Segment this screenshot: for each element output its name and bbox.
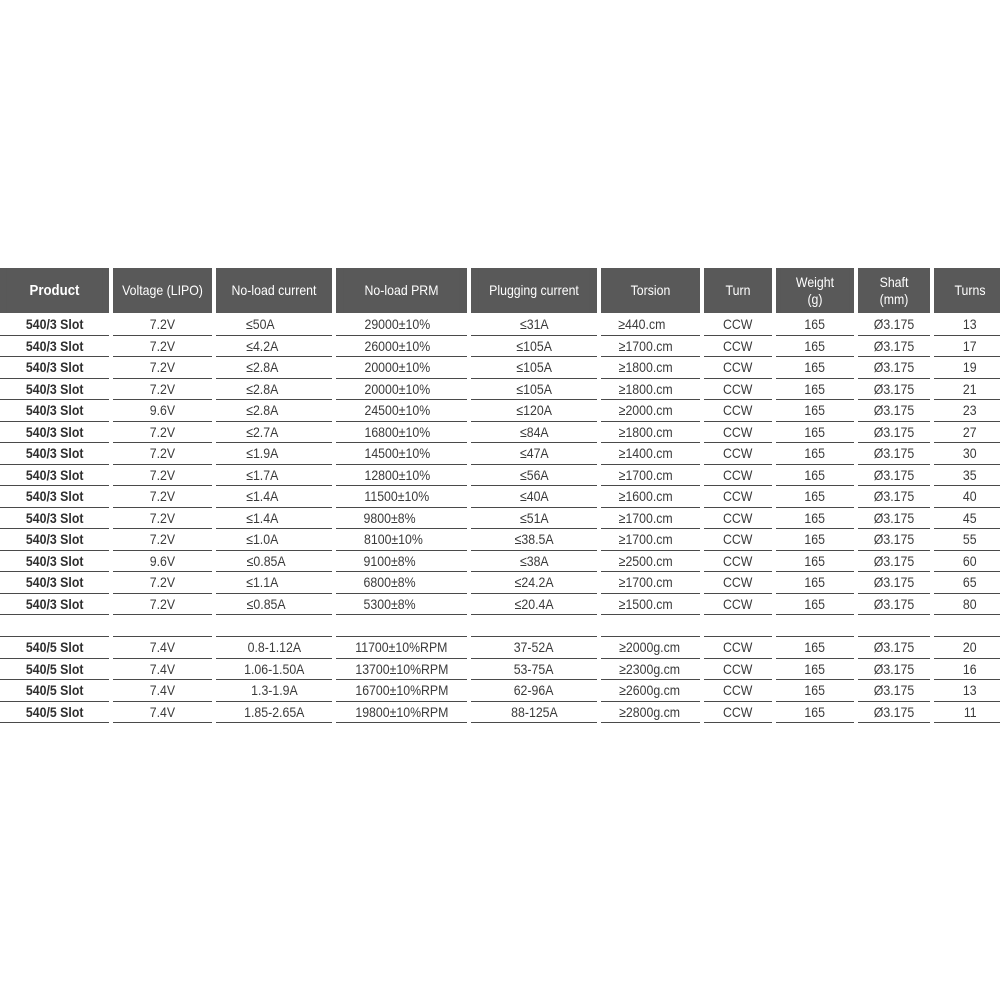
table-row bbox=[0, 637, 994, 659]
cell-plugging-current: ≤51A bbox=[471, 508, 597, 530]
cell-weight: 165 bbox=[776, 422, 854, 444]
header-weight: Weight (g) bbox=[781, 268, 850, 313]
cell-no-load-current: 0.8-1.12A bbox=[216, 637, 332, 659]
cell-no-load-prm: 24500±10% bbox=[336, 400, 467, 422]
cell-turns: 13 bbox=[934, 680, 1000, 702]
cell-turn: CCW bbox=[704, 336, 772, 358]
cell-turn: CCW bbox=[704, 486, 772, 508]
cell-shaft: Ø3.175 bbox=[858, 551, 930, 573]
cell-no-load-current: 1.06-1.50A bbox=[216, 659, 332, 681]
cell-voltage: 9.6V bbox=[113, 551, 212, 573]
cell-shaft: Ø3.175 bbox=[858, 486, 930, 508]
cell-voltage: 7.2V bbox=[113, 594, 212, 616]
cell-torsion: ≥2800g.cm bbox=[601, 702, 700, 724]
cell-turns: 35 bbox=[934, 465, 1000, 487]
cell-turns: 17 bbox=[934, 336, 1000, 358]
cell-torsion: ≥1700.cm bbox=[601, 508, 700, 530]
cell-torsion: ≥1800.cm bbox=[601, 422, 700, 444]
table-row bbox=[0, 465, 994, 487]
cell-turns: 55 bbox=[934, 529, 1000, 551]
cell-product: 540/3 Slot bbox=[0, 551, 109, 573]
cell-turns: 16 bbox=[934, 659, 1000, 681]
cell-no-load-prm: 29000±10% bbox=[336, 314, 467, 336]
cell-no-load-current: ≤0.85A bbox=[216, 594, 332, 616]
cell-weight: 165 bbox=[776, 443, 854, 465]
cell-voltage: 7.2V bbox=[113, 529, 212, 551]
cell-weight: 165 bbox=[776, 379, 854, 401]
cell-shaft: Ø3.175 bbox=[858, 659, 930, 681]
cell-voltage: 9.6V bbox=[113, 400, 212, 422]
cell-turns: 23 bbox=[934, 400, 1000, 422]
cell-weight: 165 bbox=[776, 400, 854, 422]
cell-turns: 21 bbox=[934, 379, 1000, 401]
cell-no-load-prm: 9800±8% bbox=[336, 508, 467, 530]
table-row bbox=[0, 702, 994, 724]
header-no-load-prm: No-load PRM bbox=[344, 268, 459, 313]
cell-turn: CCW bbox=[704, 659, 772, 681]
cell-turns: 20 bbox=[934, 637, 1000, 659]
cell-no-load-prm: 9100±8% bbox=[336, 551, 467, 573]
cell-voltage: 7.2V bbox=[113, 572, 212, 594]
cell-product: 540/5 Slot bbox=[0, 702, 109, 724]
cell-shaft: Ø3.175 bbox=[858, 336, 930, 358]
cell-turns: 45 bbox=[934, 508, 1000, 530]
cell-no-load-current: ≤50A bbox=[216, 314, 332, 336]
cell-weight: 165 bbox=[776, 659, 854, 681]
cell-voltage: 7.4V bbox=[113, 637, 212, 659]
cell-turn: CCW bbox=[704, 379, 772, 401]
table-row bbox=[0, 508, 994, 530]
cell-turns: 11 bbox=[934, 702, 1000, 724]
cell-no-load-prm: 20000±10% bbox=[336, 357, 467, 379]
cell-no-load-prm: 16700±10%RPM bbox=[336, 680, 467, 702]
cell-torsion: ≥2600g.cm bbox=[601, 680, 700, 702]
table-body-5-slot bbox=[0, 637, 994, 723]
cell-no-load-current: ≤2.8A bbox=[216, 400, 332, 422]
header-plugging-current: Plugging current bbox=[479, 268, 590, 313]
cell-no-load-prm: 20000±10% bbox=[336, 379, 467, 401]
cell-shaft: Ø3.175 bbox=[858, 702, 930, 724]
cell-weight: 165 bbox=[776, 680, 854, 702]
cell-torsion: ≥2500.cm bbox=[601, 551, 700, 573]
cell-product: 540/3 Slot bbox=[0, 486, 109, 508]
cell-shaft: Ø3.175 bbox=[858, 379, 930, 401]
cell-product: 540/3 Slot bbox=[0, 529, 109, 551]
cell-no-load-prm: 16800±10% bbox=[336, 422, 467, 444]
cell-shaft: Ø3.175 bbox=[858, 529, 930, 551]
table-row bbox=[0, 680, 994, 702]
cell-no-load-prm: 26000±10% bbox=[336, 336, 467, 358]
cell-product: 540/3 Slot bbox=[0, 400, 109, 422]
cell-no-load-prm: 19800±10%RPM bbox=[336, 702, 467, 724]
cell-product: 540/3 Slot bbox=[0, 465, 109, 487]
cell-no-load-prm: 8100±10% bbox=[336, 529, 467, 551]
cell-shaft: Ø3.175 bbox=[858, 443, 930, 465]
cell-turns: 30 bbox=[934, 443, 1000, 465]
cell-product: 540/3 Slot bbox=[0, 594, 109, 616]
cell-torsion: ≥1700.cm bbox=[601, 529, 700, 551]
cell-weight: 165 bbox=[776, 336, 854, 358]
cell-no-load-prm: 14500±10% bbox=[336, 443, 467, 465]
cell-turn: CCW bbox=[704, 357, 772, 379]
cell-voltage: 7.2V bbox=[113, 336, 212, 358]
cell-plugging-current: ≤38A bbox=[471, 551, 597, 573]
cell-torsion: ≥1700.cm bbox=[601, 572, 700, 594]
header-product: Product bbox=[7, 268, 103, 313]
cell-no-load-current: 1.85-2.65A bbox=[216, 702, 332, 724]
header-voltage: Voltage (LIPO) bbox=[119, 268, 206, 313]
cell-plugging-current: ≤120A bbox=[471, 400, 597, 422]
cell-torsion: ≥1800.cm bbox=[601, 379, 700, 401]
table-body-3-slot bbox=[0, 314, 994, 615]
cell-plugging-current: 62-96A bbox=[471, 680, 597, 702]
cell-product: 540/3 Slot bbox=[0, 379, 109, 401]
cell-turn: CCW bbox=[704, 443, 772, 465]
cell-turns: 27 bbox=[934, 422, 1000, 444]
cell-voltage: 7.2V bbox=[113, 422, 212, 444]
cell-shaft: Ø3.175 bbox=[858, 314, 930, 336]
cell-plugging-current: ≤84A bbox=[471, 422, 597, 444]
cell-no-load-current: ≤1.0A bbox=[216, 529, 332, 551]
cell-turn: CCW bbox=[704, 508, 772, 530]
cell-weight: 165 bbox=[776, 357, 854, 379]
cell-shaft: Ø3.175 bbox=[858, 508, 930, 530]
cell-product: 540/3 Slot bbox=[0, 443, 109, 465]
motor-spec-table bbox=[0, 268, 994, 723]
cell-no-load-current: ≤2.8A bbox=[216, 379, 332, 401]
cell-plugging-current: ≤105A bbox=[471, 336, 597, 358]
cell-plugging-current: ≤24.2A bbox=[471, 572, 597, 594]
table-row bbox=[0, 357, 994, 379]
cell-voltage: 7.4V bbox=[113, 680, 212, 702]
cell-plugging-current: 88-125A bbox=[471, 702, 597, 724]
cell-turn: CCW bbox=[704, 465, 772, 487]
cell-turns: 13 bbox=[934, 314, 1000, 336]
cell-voltage: 7.2V bbox=[113, 357, 212, 379]
cell-voltage: 7.2V bbox=[113, 379, 212, 401]
cell-shaft: Ø3.175 bbox=[858, 422, 930, 444]
cell-shaft: Ø3.175 bbox=[858, 572, 930, 594]
table-row bbox=[0, 659, 994, 681]
cell-no-load-current: ≤1.4A bbox=[216, 486, 332, 508]
cell-torsion: ≥1800.cm bbox=[601, 357, 700, 379]
cell-no-load-current: 1.3-1.9A bbox=[216, 680, 332, 702]
cell-shaft: Ø3.175 bbox=[858, 637, 930, 659]
cell-shaft: Ø3.175 bbox=[858, 594, 930, 616]
table-row bbox=[0, 443, 994, 465]
cell-turn: CCW bbox=[704, 422, 772, 444]
cell-turn: CCW bbox=[704, 637, 772, 659]
cell-turn: CCW bbox=[704, 400, 772, 422]
cell-no-load-prm: 13700±10%RPM bbox=[336, 659, 467, 681]
table-row bbox=[0, 422, 994, 444]
cell-plugging-current: ≤56A bbox=[471, 465, 597, 487]
table-row bbox=[0, 486, 994, 508]
cell-turns: 60 bbox=[934, 551, 1000, 573]
cell-product: 540/5 Slot bbox=[0, 680, 109, 702]
cell-no-load-prm: 11700±10%RPM bbox=[336, 637, 467, 659]
cell-weight: 165 bbox=[776, 486, 854, 508]
cell-weight: 165 bbox=[776, 508, 854, 530]
cell-torsion: ≥1400.cm bbox=[601, 443, 700, 465]
cell-plugging-current: ≤105A bbox=[471, 357, 597, 379]
table-row bbox=[0, 314, 994, 336]
cell-product: 540/3 Slot bbox=[0, 314, 109, 336]
cell-no-load-prm: 12800±10% bbox=[336, 465, 467, 487]
cell-voltage: 7.4V bbox=[113, 702, 212, 724]
cell-no-load-prm: 6800±8% bbox=[336, 572, 467, 594]
cell-turns: 80 bbox=[934, 594, 1000, 616]
cell-torsion: ≥2300g.cm bbox=[601, 659, 700, 681]
cell-weight: 165 bbox=[776, 551, 854, 573]
cell-no-load-prm: 5300±8% bbox=[336, 594, 467, 616]
header-torsion: Torsion bbox=[607, 268, 694, 313]
cell-plugging-current: ≤20.4A bbox=[471, 594, 597, 616]
table-header bbox=[0, 268, 994, 313]
cell-no-load-current: ≤2.8A bbox=[216, 357, 332, 379]
cell-torsion: ≥440.cm bbox=[601, 314, 700, 336]
cell-weight: 165 bbox=[776, 465, 854, 487]
cell-plugging-current: ≤105A bbox=[471, 379, 597, 401]
header-shaft: Shaft (mm) bbox=[862, 268, 925, 313]
cell-product: 540/3 Slot bbox=[0, 422, 109, 444]
cell-no-load-current: ≤1.9A bbox=[216, 443, 332, 465]
cell-weight: 165 bbox=[776, 572, 854, 594]
cell-voltage: 7.2V bbox=[113, 465, 212, 487]
cell-turn: CCW bbox=[704, 314, 772, 336]
cell-product: 540/3 Slot bbox=[0, 336, 109, 358]
cell-no-load-current: ≤4.2A bbox=[216, 336, 332, 358]
cell-torsion: ≥2000.cm bbox=[601, 400, 700, 422]
cell-product: 540/3 Slot bbox=[0, 508, 109, 530]
cell-turns: 40 bbox=[934, 486, 1000, 508]
header-turns: Turns bbox=[938, 268, 1000, 313]
cell-voltage: 7.2V bbox=[113, 486, 212, 508]
cell-torsion: ≥2000g.cm bbox=[601, 637, 700, 659]
cell-torsion: ≥1500.cm bbox=[601, 594, 700, 616]
cell-turn: CCW bbox=[704, 529, 772, 551]
cell-product: 540/5 Slot bbox=[0, 659, 109, 681]
cell-turn: CCW bbox=[704, 572, 772, 594]
cell-plugging-current: ≤47A bbox=[471, 443, 597, 465]
cell-plugging-current: 37-52A bbox=[471, 637, 597, 659]
cell-weight: 165 bbox=[776, 594, 854, 616]
cell-plugging-current: ≤40A bbox=[471, 486, 597, 508]
cell-no-load-current: ≤1.1A bbox=[216, 572, 332, 594]
header-turn: Turn bbox=[708, 268, 768, 313]
cell-torsion: ≥1700.cm bbox=[601, 465, 700, 487]
cell-turn: CCW bbox=[704, 680, 772, 702]
cell-voltage: 7.2V bbox=[113, 508, 212, 530]
cell-product: 540/5 Slot bbox=[0, 637, 109, 659]
cell-no-load-current: ≤1.4A bbox=[216, 508, 332, 530]
cell-shaft: Ø3.175 bbox=[858, 465, 930, 487]
cell-plugging-current: 53-75A bbox=[471, 659, 597, 681]
table-row bbox=[0, 594, 994, 616]
table-row bbox=[0, 400, 994, 422]
cell-plugging-current: ≤31A bbox=[471, 314, 597, 336]
cell-weight: 165 bbox=[776, 529, 854, 551]
cell-product: 540/3 Slot bbox=[0, 572, 109, 594]
cell-weight: 165 bbox=[776, 702, 854, 724]
cell-no-load-prm: 11500±10% bbox=[336, 486, 467, 508]
table-row bbox=[0, 336, 994, 358]
cell-voltage: 7.4V bbox=[113, 659, 212, 681]
cell-shaft: Ø3.175 bbox=[858, 400, 930, 422]
cell-torsion: ≥1600.cm bbox=[601, 486, 700, 508]
table-row bbox=[0, 529, 994, 551]
cell-turns: 65 bbox=[934, 572, 1000, 594]
cell-plugging-current: ≤38.5A bbox=[471, 529, 597, 551]
cell-shaft: Ø3.175 bbox=[858, 680, 930, 702]
cell-product: 540/3 Slot bbox=[0, 357, 109, 379]
cell-turn: CCW bbox=[704, 594, 772, 616]
cell-voltage: 7.2V bbox=[113, 443, 212, 465]
cell-turn: CCW bbox=[704, 551, 772, 573]
table-row bbox=[0, 551, 994, 573]
cell-weight: 165 bbox=[776, 314, 854, 336]
cell-turns: 19 bbox=[934, 357, 1000, 379]
cell-no-load-current: ≤1.7A bbox=[216, 465, 332, 487]
table-row bbox=[0, 572, 994, 594]
cell-torsion: ≥1700.cm bbox=[601, 336, 700, 358]
cell-no-load-current: ≤0.85A bbox=[216, 551, 332, 573]
cell-voltage: 7.2V bbox=[113, 314, 212, 336]
header-no-load-current: No-load current bbox=[223, 268, 325, 313]
cell-no-load-current: ≤2.7A bbox=[216, 422, 332, 444]
cell-turn: CCW bbox=[704, 702, 772, 724]
table-spacer-row bbox=[0, 615, 994, 637]
cell-weight: 165 bbox=[776, 637, 854, 659]
table-row bbox=[0, 379, 994, 401]
cell-shaft: Ø3.175 bbox=[858, 357, 930, 379]
